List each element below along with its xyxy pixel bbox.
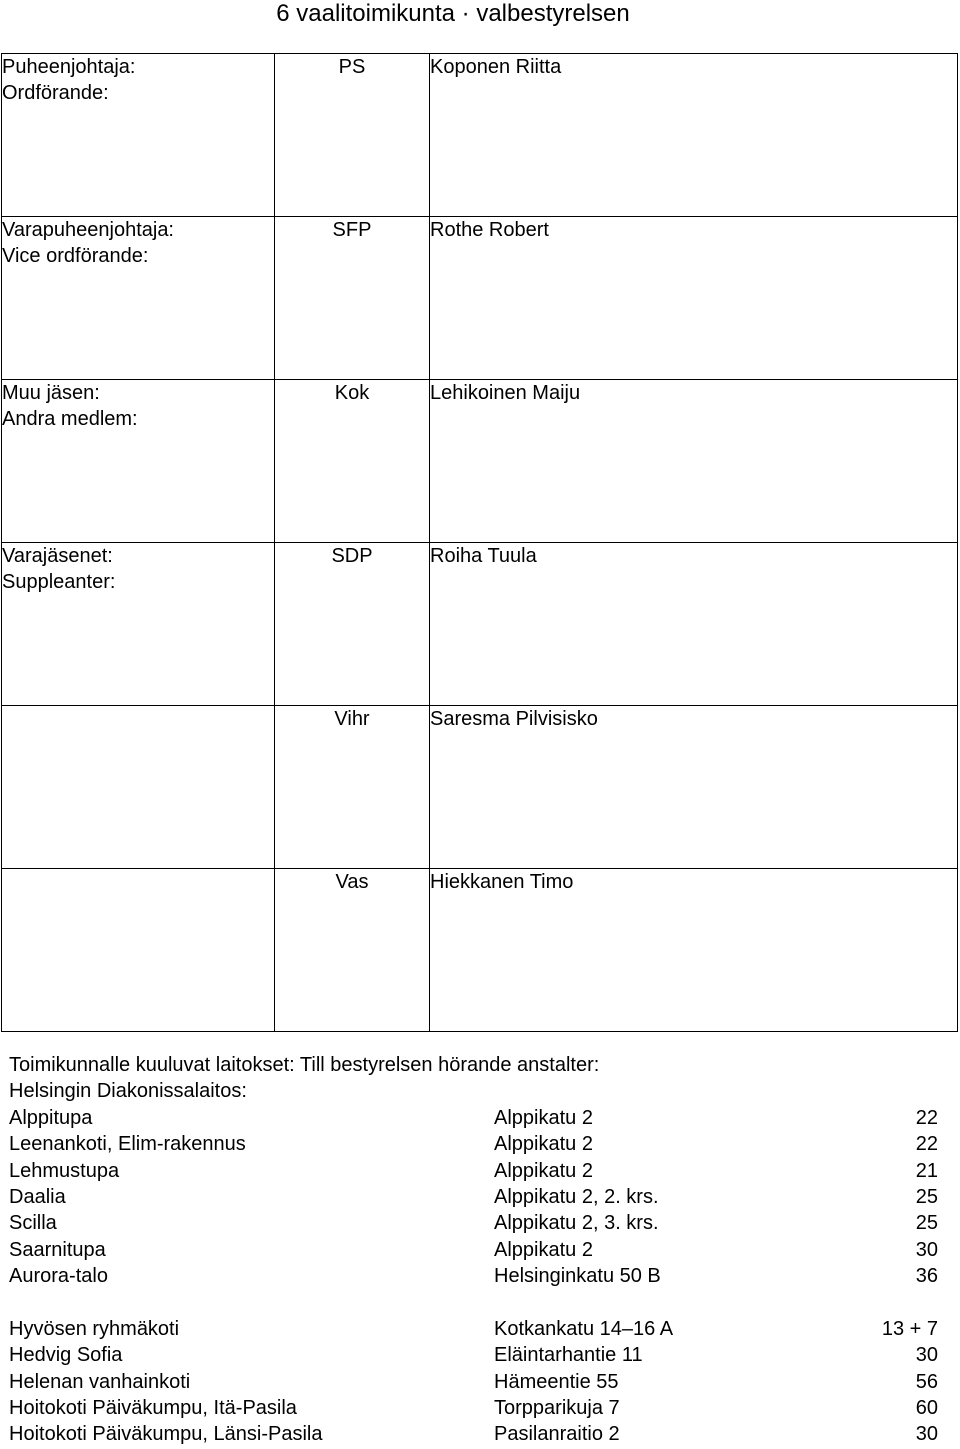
role-fi: Varapuheenjohtaja: [2,219,174,241]
institution-row [9,1131,949,1157]
member-name: Lehikoinen Maiju [430,380,958,543]
institution-count: 56 [915,1370,938,1393]
institution-name: Lehmustupa [9,1159,120,1182]
institution-address: Alppikatu 2, 3. krs. [494,1212,659,1235]
institution-row [9,1263,949,1289]
institution-name: Daalia [9,1185,66,1208]
role-fi: Varajäsenet: [2,545,113,567]
member-row-vice-chair [2,217,958,380]
institution-row [9,1421,949,1447]
role-sv: Vice ordförande: [2,245,149,267]
institution-row [9,1316,949,1342]
role-cell [2,54,275,217]
institution-address: Alppikatu 2 [494,1238,593,1261]
institution-count: 13 + 7 [881,1317,938,1340]
institution-address: Hämeentie 55 [494,1370,619,1393]
institution-count: 60 [915,1397,938,1420]
institution-count: 21 [915,1159,938,1182]
role-sv: Suppleanter: [2,571,116,593]
member-name: Roiha Tuula [430,543,958,706]
institution-name: Hoitokoti Päiväkumpu, Länsi-Pasila [9,1423,323,1446]
institution-address: Pasilanraitio 2 [494,1423,620,1446]
institution-address: Torpparikuja 7 [494,1397,620,1420]
role-cell [2,706,275,869]
member-row-other-member [2,380,958,543]
role-cell [2,869,275,1032]
role-cell [2,380,275,543]
role-sv: Andra medlem: [2,408,138,430]
role-fi: Muu jäsen: [2,382,100,404]
member-row-chair [2,54,958,217]
member-row-deputy-2 [2,706,958,869]
institution-name: Hoitokoti Päiväkumpu, Itä-Pasila [9,1397,297,1420]
party-cell: SDP [275,543,430,706]
institution-count: 36 [915,1265,938,1288]
institution-row [9,1395,949,1421]
party-cell: Vas [275,869,430,1032]
institution-row [9,1237,949,1263]
institution-name: Saarnitupa [9,1238,106,1261]
member-name: Saresma Pilvisisko [430,706,958,869]
institution-address: Alppikatu 2 [494,1159,593,1182]
member-name: Koponen Riitta [430,54,958,217]
institution-count: 25 [915,1212,938,1235]
institutions-subheading: Helsingin Diakonissalaitos: [9,1080,247,1103]
member-row-deputy-1 [2,543,958,706]
institutions-heading: Toimikunnalle kuuluvat laitokset: Till bestyrelsen hörande anstalter: [9,1054,600,1076]
institution-row [9,1158,949,1184]
institution-row [9,1369,949,1395]
institution-row [9,1342,949,1368]
institution-name: Alppitupa [9,1106,93,1129]
institution-count: 30 [915,1423,938,1446]
institution-name: Aurora-talo [9,1265,108,1288]
institution-address: Alppikatu 2, 2. krs. [494,1185,659,1208]
party-cell: Vihr [275,706,430,869]
role-sv: Ordförande: [2,82,109,104]
institutions-section [9,1052,949,1448]
spacer [9,1290,949,1316]
institution-row [9,1210,949,1236]
role-fi: Puheenjohtaja: [2,56,136,78]
institution-address: Alppikatu 2 [494,1106,593,1129]
party-cell: SFP [275,217,430,380]
institution-name: Helenan vanhainkoti [9,1370,191,1393]
institution-count: 22 [915,1133,938,1156]
institution-name: Leenankoti, Elim-rakennus [9,1133,246,1156]
institution-count: 30 [915,1238,938,1261]
institution-name: Hyvösen ryhmäkoti [9,1317,180,1340]
members-table [1,53,958,1032]
institution-address: Kotkankatu 14–16 A [494,1317,674,1340]
role-cell [2,217,275,380]
member-name: Hiekkanen Timo [430,869,958,1032]
page-title: 6 vaalitoimikunta · valbestyrelsen [276,0,630,27]
institution-count: 22 [915,1106,938,1129]
institution-count: 25 [915,1185,938,1208]
institution-row [9,1184,949,1210]
institution-name: Scilla [9,1212,57,1235]
institution-name: Hedvig Sofia [9,1344,123,1367]
party-cell: PS [275,54,430,217]
institution-address: Helsinginkatu 50 B [494,1265,661,1288]
member-name: Rothe Robert [430,217,958,380]
member-row-deputy-3 [2,869,958,1032]
institution-address: Eläintarhantie 11 [494,1344,643,1367]
institution-row [9,1105,949,1131]
role-cell [2,543,275,706]
institution-count: 30 [915,1344,938,1367]
institution-address: Alppikatu 2 [494,1133,593,1156]
party-cell: Kok [275,380,430,543]
